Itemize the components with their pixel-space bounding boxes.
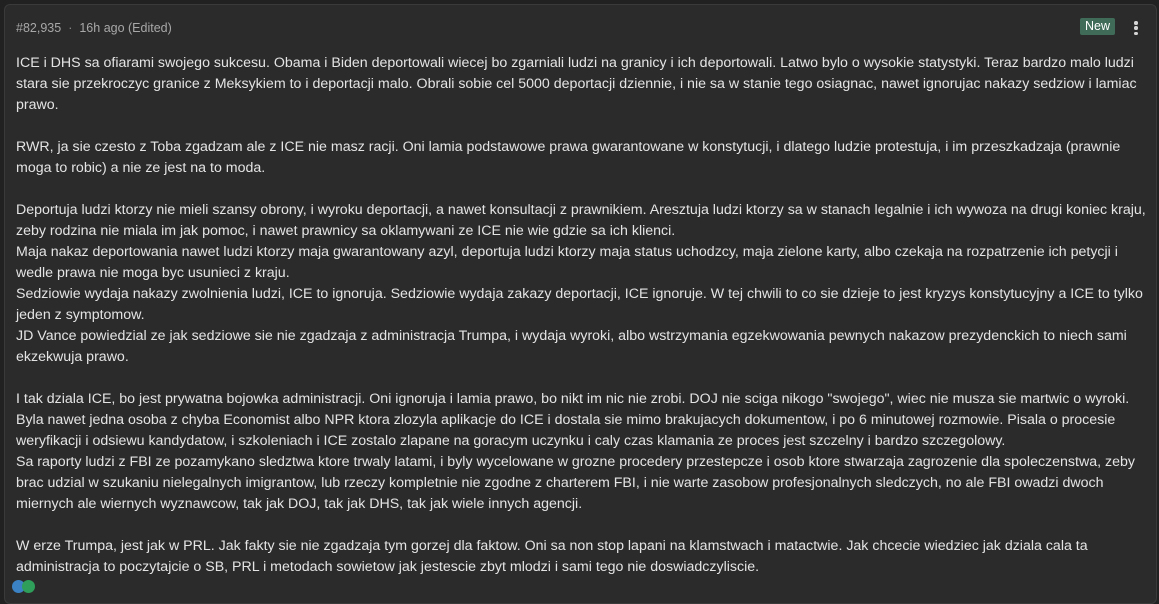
kebab-dot	[1134, 32, 1138, 36]
comment-card	[4, 4, 1157, 604]
comment-body	[16, 53, 1151, 599]
new-badge: New	[1080, 18, 1115, 35]
more-options-icon[interactable]	[1130, 19, 1142, 37]
comment-paragraph: I tak dziala ICE, bo jest prywatna bojowka administracji. Oni ignoruja i lamia prawo, bo nikt im nic nie zrobi. DOJ nie sciga nikogo "swojego", wiec nie musza sie martwic o wyroki. Byla nawet jedna osoba z chyba Economist albo NPR ktora zlozyla aplikacje do ICE i dostala sie mimo brakujacych dokumentow, i po 6 minutowej rozmowie. Pisala o procesie weryfikacji i odsiewu kandydatow, i szkoleniach i ICE zostalo zlapane na goracym uczynku i caly czas klamania ze proces jest szczelny i bardzo szczegolowy. Sa raporty ludzi z FBI ze pozamykano sledztwa ktore trwaly latami, i byly wycelowane w grozne procedery przestepcze i osob ktore stwarzaja zagrozenie dla spoleczenstwa, zeby brac udzial w szukaniu nielegalnych imigrantow, lub rzeczy kompletnie nie zgodne z charterem FBI, i nie warte zasobow profesjonalnych sledczych, no ale FBI owadzi dwoch miernych ale wiernych wyznawcow, tak jak DOJ, tak jak DHS, tak jak wiele innych agencji.	[16, 391, 1135, 512]
comment-timestamp: 16h ago (Edited)	[79, 21, 172, 35]
kebab-dot	[1134, 21, 1138, 25]
comment-id[interactable]: #82,935	[16, 21, 62, 35]
comment-paragraph: ICE i DHS sa ofiarami swojego sukcesu. Obama i Biden deportowali wiecej bo zgarniali ludzi na granicy i ich deportowali. Latwo bylo o wysokie statystyki. Teraz bardzo malo ludzi stara sie przekroczyc granice z Meksykiem to i deportacji malo. Obrali sobie cel 5000 deportacji dziennie, i nie sa w stanie tego osiagnac, nawet ignorujac nakazy sedziow i lamiac prawo.	[16, 55, 1137, 113]
comment-paragraph: W erze Trumpa, jest jak w PRL. Jak fakty sie nie zgadzaja tym gorzej dla faktow. Oni sa non stop lapani na klamstwach i matactwie. Jak chcecie wiedziec jak dziala cala ta administracja to poczytajcie o SB, PRL i metodach sowietow jak jestescie zbyt mlodzi i sami tego nie doswiadczyliscie.	[16, 538, 1088, 575]
comment-paragraph: Deportuja ludzi ktorzy nie mieli szansy obrony, i wyroku deportacji, a nawet konsultacji z prawnikiem. Aresztuja ludzi ktorzy sa w stanach legalnie i ich wywoza na drugi koniec kraju, zeby rodzina nie miala im jak pomoc, i nawet prawnicy sa oklamywani ze ICE nie wie gdzie sa ich klienci. Maja nakaz deportowania nawet ludzi ktorzy maja gwarantowany azyl, deportuja ludzi ktorzy maja status uchodzcy, maja zielone karty, albo czekaja na rozpatrzenie ich petycji i wedle prawa nie moga byc usunieci z kraju. Sedziowie wydaja nakazy zwolnienia ludzi, ICE to ignoruja. Sedziowie wydaja zakazy deportacji, ICE ignoruje. W tej chwili to co sie dzieje to jest kryzys konstytucyjny a ICE to tylko jeden z symptomow. JD Vance powiedzial ze jak sedziowe sie nie zgadzaja z administracja Trumpa, i wydaja wyroki, albo wstrzymania egzekwowania pewnych nakazow prezydenckich to niech sami ekzekwuja prawo.	[16, 202, 1146, 365]
comment-header	[16, 19, 172, 37]
header-separator: ·	[68, 21, 73, 35]
comment-paragraph: RWR, ja sie czesto z Toba zgadzam ale z ICE nie masz racji. Oni lamia podstawowe prawa gwarantowane w konstytucji, i dlatego ludzie protestuja, i im przeszkadzaja (prawnie moga to robic) a nie ze jest na to moda.	[16, 139, 1121, 176]
kebab-dot	[1134, 26, 1138, 30]
